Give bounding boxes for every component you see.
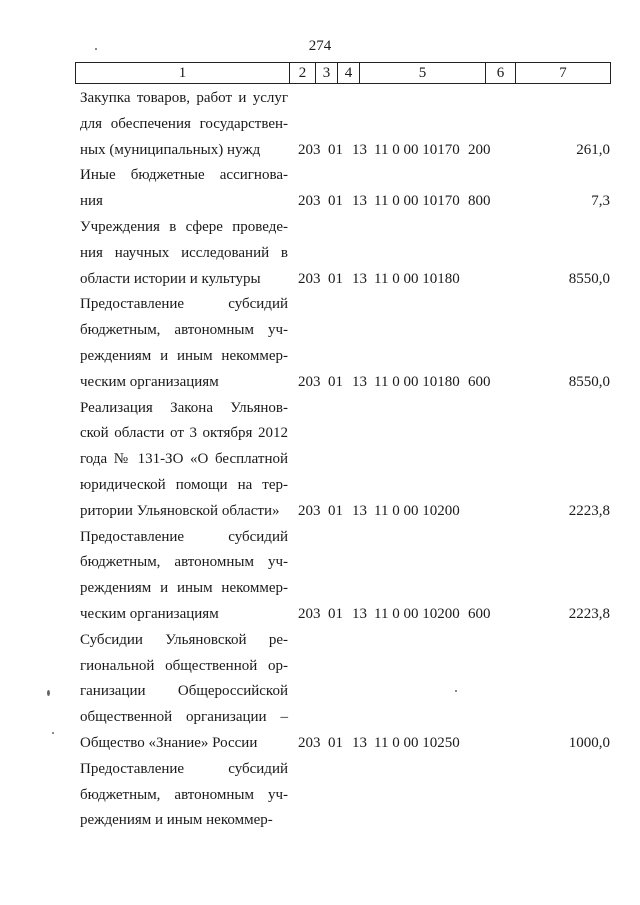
page-number: 274 — [308, 38, 332, 54]
row-values — [80, 138, 610, 164]
section-code: 01 — [328, 502, 343, 519]
subsection-code: 13 — [352, 270, 367, 287]
section-code: 01 — [328, 605, 343, 622]
table-header — [75, 62, 611, 84]
table-row — [80, 292, 610, 395]
section-code: 01 — [328, 270, 343, 287]
description-line: ния — [80, 193, 103, 210]
description-line: ганизации Общероссийской — [80, 683, 288, 700]
description-line: Иные бюджетные ассигнова- — [80, 167, 288, 184]
description-line: Закупка товаров, работ и услуг — [80, 90, 288, 106]
header-col-6: 6 — [486, 63, 516, 83]
description-line: юридической помощи на тер- — [80, 476, 288, 493]
section-code: 01 — [328, 193, 343, 210]
target-article-code: 11 0 00 10180 — [374, 373, 460, 390]
description-line: ритории Ульяновской области» — [80, 502, 280, 519]
description-line: Предоставление субсидий — [80, 296, 288, 313]
description-line: Субсидии Ульяновской ре- — [80, 631, 288, 648]
description-line: реждениям и иным некоммер- — [80, 812, 273, 829]
ved-code: 203 — [298, 605, 321, 622]
ved-code: 203 — [298, 193, 321, 210]
table-row — [80, 396, 610, 525]
description-line: ния научных исследований в — [80, 244, 288, 261]
target-article-code: 11 0 00 10170 — [374, 141, 460, 158]
row-values — [80, 189, 610, 215]
expense-type-code: 200 — [468, 141, 491, 158]
header-col-3: 3 — [316, 63, 338, 83]
expense-type-code: 800 — [468, 193, 491, 210]
header-col-5: 5 — [360, 63, 486, 83]
subsection-code: 13 — [352, 734, 367, 751]
ved-code: 203 — [298, 502, 321, 519]
amount: 8550,0 — [568, 373, 610, 390]
row-values — [80, 731, 610, 757]
description-line: реждениям и иным некоммер- — [80, 347, 288, 364]
description-line: гиональной общественной ор- — [80, 657, 288, 674]
table-row — [80, 215, 610, 292]
amount: 2223,8 — [568, 605, 610, 622]
description-line: Предоставление субсидий — [80, 760, 288, 777]
table-body — [80, 86, 610, 834]
description-line: общественной организации – — [80, 709, 288, 726]
row-values — [80, 808, 610, 834]
row-values — [80, 370, 610, 396]
description-line: Предоставление субсидий — [80, 528, 288, 545]
header-col-1: 1 — [76, 63, 290, 83]
description-line: реждениям и иным некоммер- — [80, 580, 288, 597]
table-row — [80, 757, 610, 834]
target-article-code: 11 0 00 10200 — [374, 605, 460, 622]
amount: 8550,0 — [568, 270, 610, 287]
table-row — [80, 525, 610, 628]
table-row — [80, 86, 610, 163]
description-line: Общество «Знание» России — [80, 734, 258, 751]
description-line: бюджетным, автономным уч- — [80, 554, 288, 571]
expense-type-code: 600 — [468, 373, 491, 390]
row-values — [80, 602, 610, 628]
table-row — [80, 163, 610, 215]
row-values — [80, 499, 610, 525]
amount: 7,3 — [591, 193, 610, 210]
ved-code: 203 — [298, 141, 321, 158]
section-code: 01 — [328, 373, 343, 390]
description-line: бюджетным, автономным уч- — [80, 322, 288, 339]
header-col-4: 4 — [338, 63, 360, 83]
amount: 261,0 — [576, 141, 610, 158]
target-article-code: 11 0 00 10180 — [374, 270, 460, 287]
description-line: года № 131-ЗО «О бесплатной — [80, 451, 288, 468]
target-article-code: 11 0 00 10250 — [374, 734, 460, 751]
description-line: для обеспечения государствен- — [80, 115, 288, 132]
subsection-code: 13 — [352, 193, 367, 210]
subsection-code: 13 — [352, 502, 367, 519]
description-line: области истории и культуры — [80, 270, 261, 287]
description-line: ческим организациям — [80, 373, 219, 390]
section-code: 01 — [328, 141, 343, 158]
description-line: Реализация Закона Ульянов- — [80, 399, 288, 416]
ved-code: 203 — [298, 734, 321, 751]
subsection-code: 13 — [352, 373, 367, 390]
subsection-code: 13 — [352, 605, 367, 622]
description-line: бюджетным, автономным уч- — [80, 786, 288, 803]
description-line: ческим организациям — [80, 605, 219, 622]
amount: 1000,0 — [568, 734, 610, 751]
amount: 2223,8 — [568, 502, 610, 519]
header-col-7: 7 — [559, 64, 567, 81]
description-line: ской области от 3 октября 2012 — [80, 425, 288, 442]
description-line: Учреждения в сфере проведе- — [80, 218, 288, 235]
target-article-code: 11 0 00 10200 — [374, 502, 460, 519]
ved-code: 203 — [298, 373, 321, 390]
ved-code: 203 — [298, 270, 321, 287]
subsection-code: 13 — [352, 141, 367, 158]
header-col-2: 2 — [290, 63, 316, 83]
expense-type-code: 600 — [468, 605, 491, 622]
section-code: 01 — [328, 734, 343, 751]
table-row — [80, 628, 610, 757]
description-line: ных (муниципальных) нужд — [80, 141, 261, 158]
row-values — [80, 267, 610, 293]
target-article-code: 11 0 00 10170 — [374, 193, 460, 210]
